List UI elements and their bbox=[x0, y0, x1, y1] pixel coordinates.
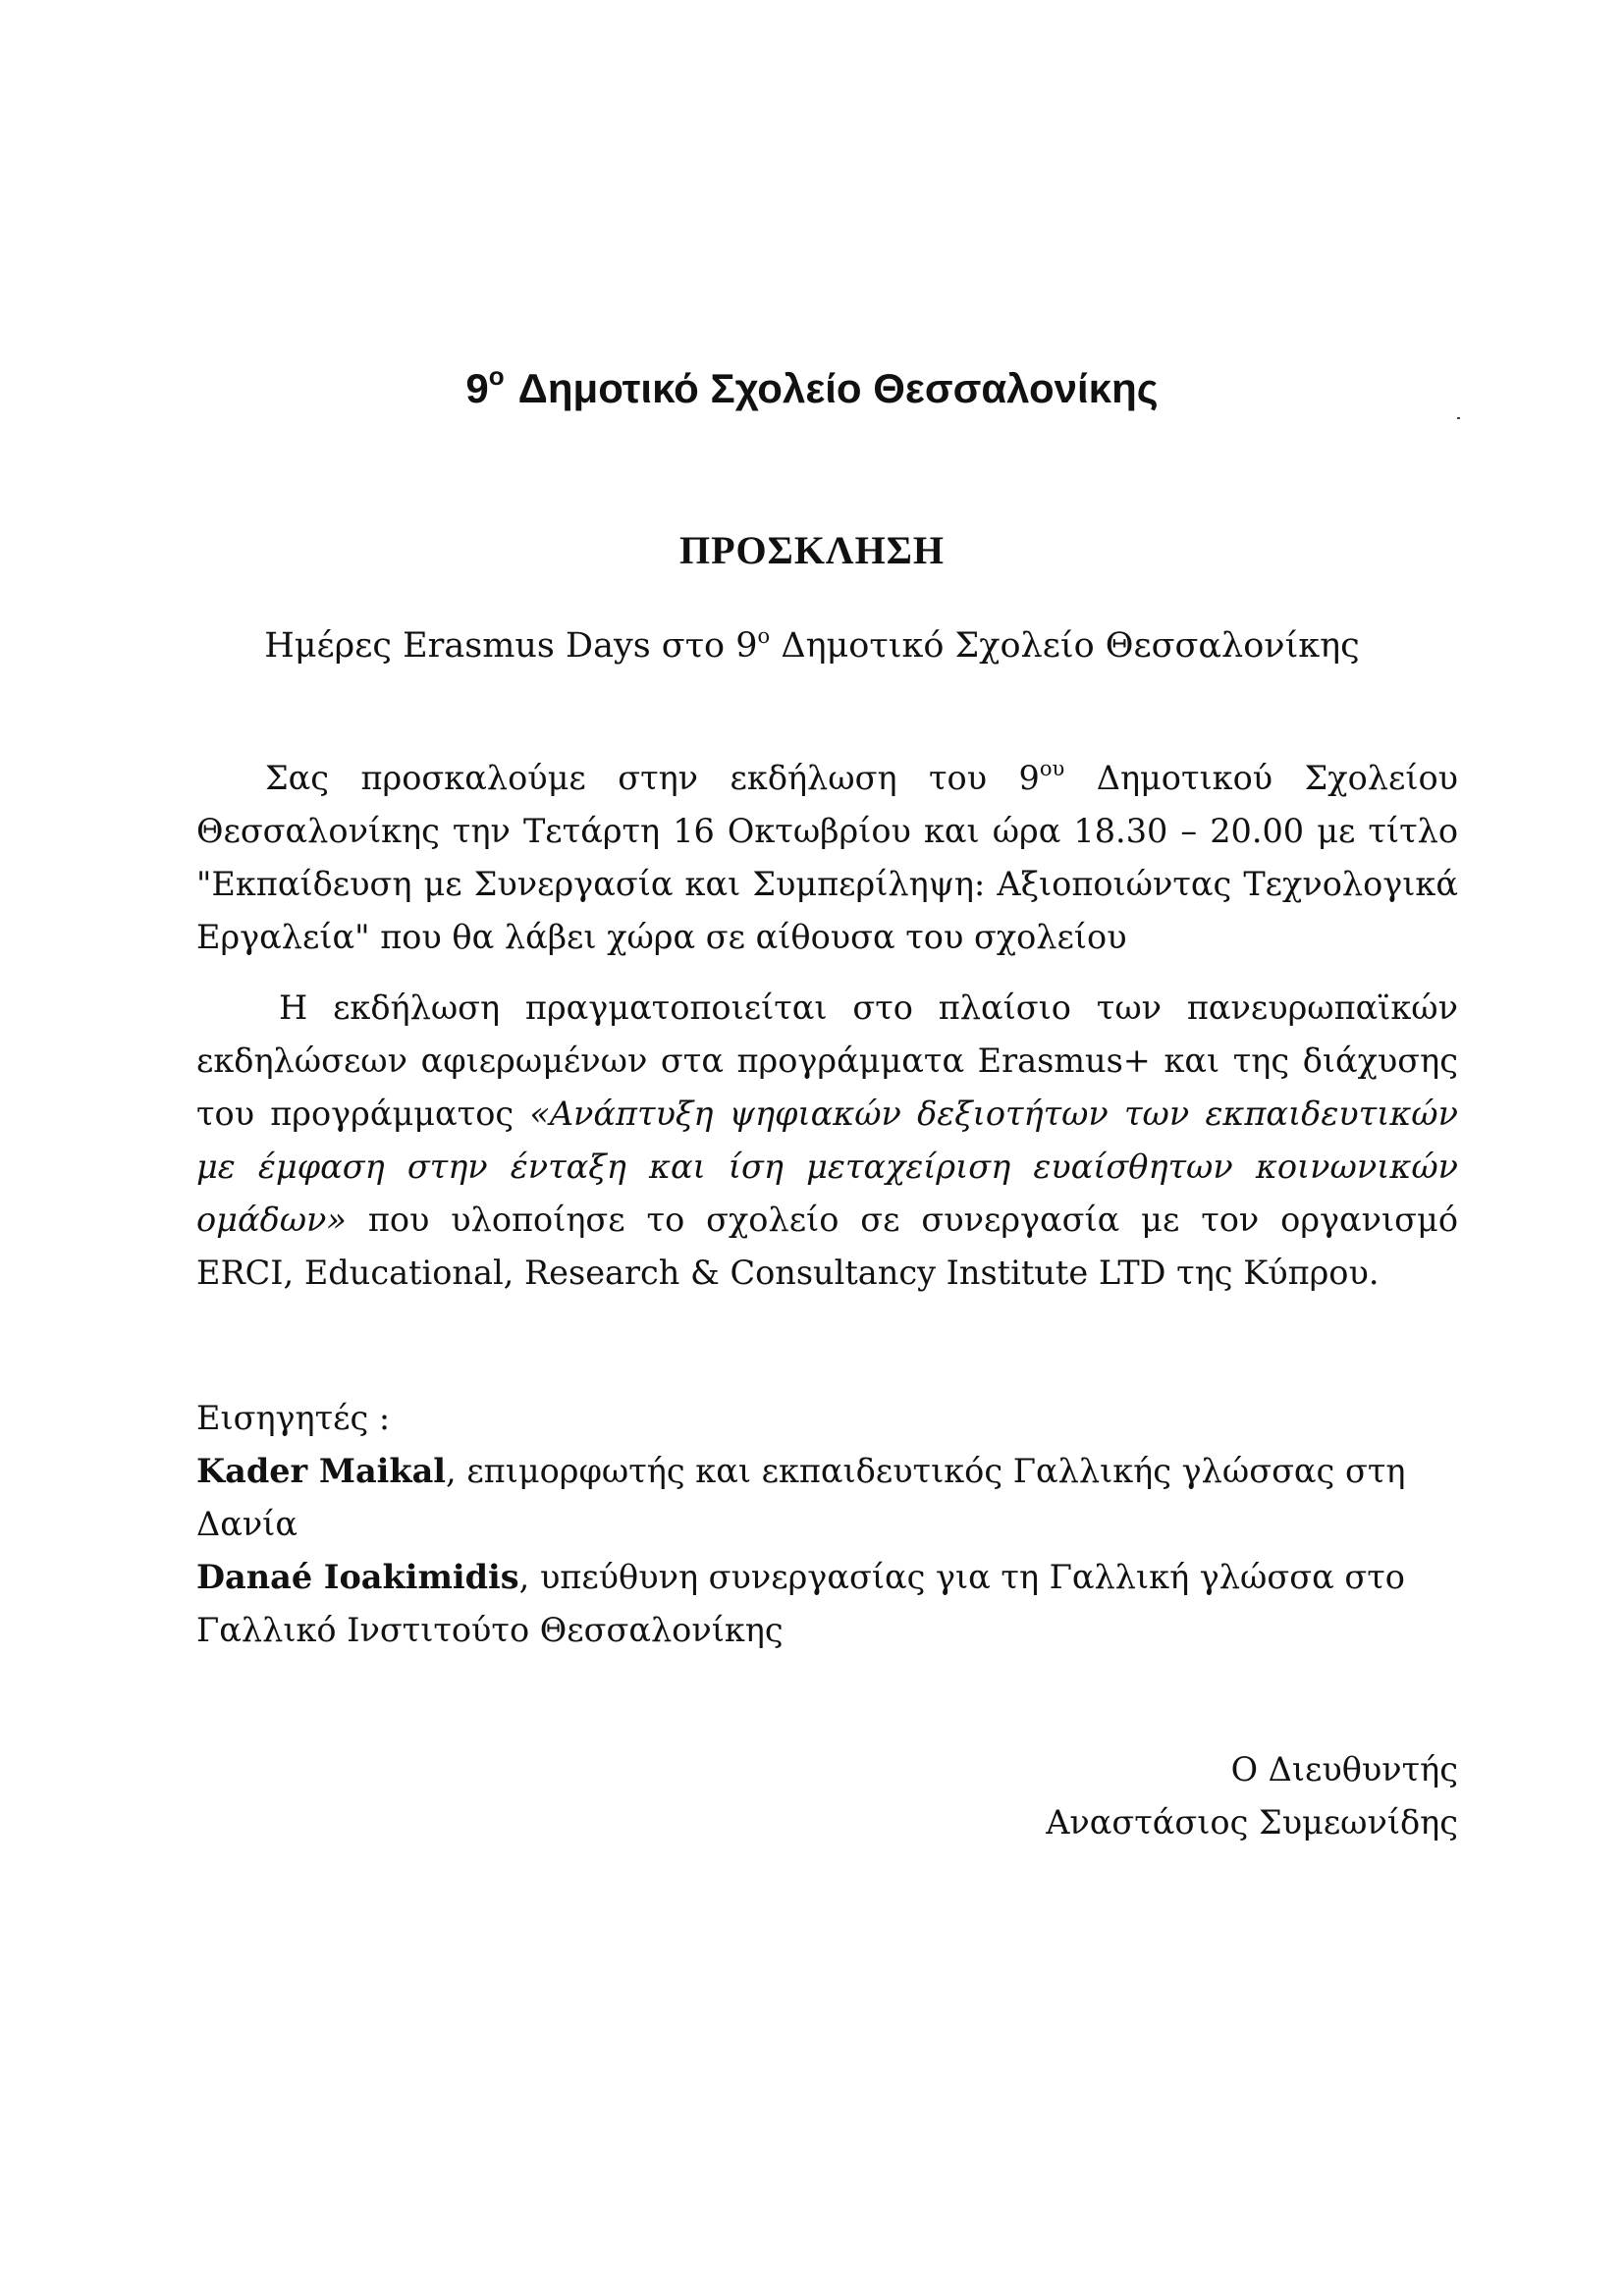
stray-mark bbox=[1457, 417, 1460, 419]
subtitle-superscript: ο bbox=[757, 624, 771, 648]
subtitle-text-start: Ημέρες Erasmus Days στο 9 bbox=[264, 626, 758, 666]
invitation-superscript: ου bbox=[1039, 757, 1065, 780]
invitation-text-start: Σας προσκαλούμε στην εκδήλωση του 9 bbox=[265, 759, 1040, 797]
speaker-name: Danaé Ioakimidis bbox=[196, 1558, 519, 1596]
invitation-text-end: Δημοτικού Σχολείου Θεσσαλονίκης την Τετάρτη 16 Οκτωβρίου και ώρα 18.30 – 20.00 με τίτλο "Εκπαίδευση με Συνεργασία και Συμπερίληψη: Αξιοποιώντας Τεχνολογικά Εργαλεία" που θα λάβει χώρα σε αίθουσα του σχολείου bbox=[196, 759, 1458, 956]
speaker-entry bbox=[196, 1551, 1458, 1657]
event-subtitle bbox=[0, 621, 1624, 670]
invitation-paragraph bbox=[196, 752, 1458, 964]
school-header bbox=[0, 361, 1624, 416]
context-text-end: που υλοποίησε το σχολείο σε συνεργασία με τον οργανισμό ERCI, Educational, Research & Consultancy Institute LTD της Κύπρου. bbox=[196, 1201, 1458, 1292]
school-number: 9 bbox=[465, 365, 489, 411]
school-number-superscript: ο bbox=[488, 361, 505, 391]
context-paragraph bbox=[196, 982, 1458, 1300]
speakers-label: Εισηγητές : bbox=[196, 1399, 391, 1437]
signature-block bbox=[1046, 1743, 1458, 1849]
signatory-name: Αναστάσιος Συμεωνίδης bbox=[1046, 1803, 1458, 1842]
speaker-entry bbox=[196, 1445, 1458, 1551]
school-name: Δημοτικό Σχολείο Θεσσαλονίκης bbox=[517, 365, 1159, 411]
context-text-start: Η εκδήλωση πραγματοποιείται στο πλαίσιο των πανευρωπαϊκών εκδηλώσεων αφιερωμένων στα προγράμματα Erasmus+ και της διάχυσης του προγράμματος bbox=[196, 988, 1458, 1133]
speakers-section bbox=[196, 1392, 1458, 1657]
signatory-position: Ο Διευθυντής bbox=[1230, 1750, 1458, 1789]
document-title: ΠΡΟΣΚΛΗΣΗ bbox=[679, 528, 945, 572]
subtitle-text-end: Δημοτικό Σχολείο Θεσσαλονίκης bbox=[770, 626, 1360, 666]
speaker-role: , υπεύθυνη συνεργασίας για τη Γαλλική γλώσσα στο Γαλλικό Ινστιτούτο Θεσσαλονίκης bbox=[196, 1558, 1405, 1649]
program-title: «Ανάπτυξη ψηφιακών δεξιοτήτων των εκπαιδευτικών με έμφαση στην ένταξη και ίση μεταχείριση ευαίσθητων κοινωνικών ομάδων» bbox=[196, 1095, 1458, 1239]
speaker-role: , επιμορφωτής και εκπαιδευτικός Γαλλικής γλώσσας στη Δανία bbox=[196, 1452, 1406, 1543]
speaker-name: Kader Maikal bbox=[196, 1452, 447, 1490]
